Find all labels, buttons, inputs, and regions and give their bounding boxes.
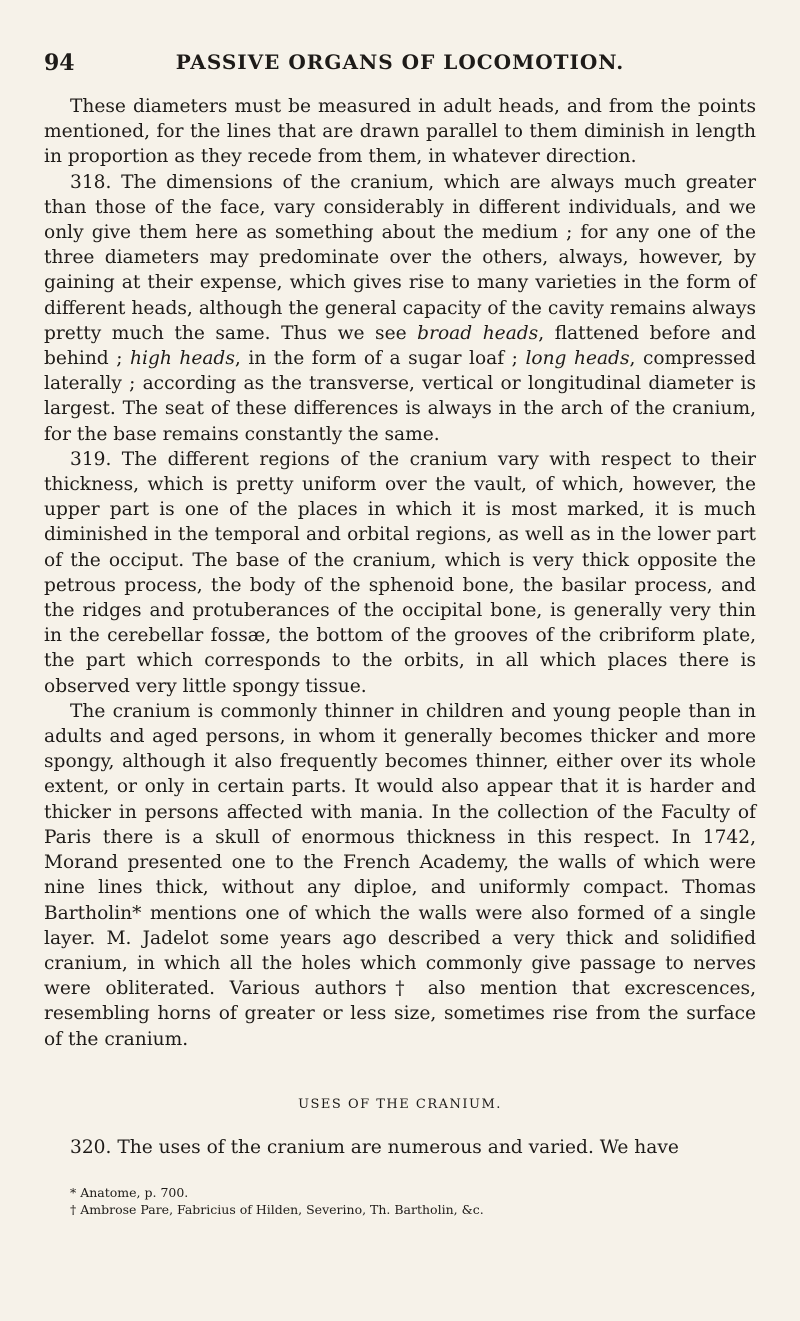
paragraph-thickness bbox=[44, 699, 756, 1052]
paragraph-text: , in the form of a sugar loaf ; bbox=[234, 348, 526, 370]
paragraph-text: These diameters must be measured in adult heads, and from the points mentioned, for the lines that are drawn parallel to them diminish in length in proportion as they recede from them, in whatever direction. bbox=[44, 96, 756, 168]
emphasis-broad-heads: broad heads bbox=[417, 322, 539, 344]
page-header bbox=[44, 50, 756, 86]
paragraph-text: The dimensions of the cranium, which are always much greater than those of the face, vary considerably in different individuals, and we only give them here as something about the medium ; for any one of the three diameters may predominate over the others, always, however, by gaining at their expense, which gives rise to many varieties in the form of different heads, although the general capacity of the cavity remains always pretty much the same. Thus we see bbox=[44, 171, 756, 344]
footnotes bbox=[44, 1184, 756, 1218]
page-number: 94 bbox=[44, 50, 75, 76]
paragraph-diameters bbox=[44, 94, 756, 170]
paragraph-number: 318. bbox=[70, 171, 112, 193]
paragraph-318 bbox=[44, 170, 756, 447]
footnote-1: * Anatome, p. 700. bbox=[70, 1185, 189, 1201]
paragraph-number: 320. bbox=[70, 1136, 112, 1158]
paragraph-text: The cranium is commonly thinner in children and young people than in adults and aged persons, in whom it generally becomes thicker and more spongy, although it also frequently becomes thinner, either over its whole extent, or only in certain parts. It would also appear that it is harder and thicker in persons affected with mania. In the collection of the Faculty of Paris there is a skull of enormous thickness in this respect. In 1742, Morand presented one to the French Academy, the walls of which were nine lines thick, without any diploe, and uniformly compact. Thomas Bartholin* mentions one of which the walls were also formed of a single layer. M. Jadelot some years ago described a very thick and solidified cranium, in which all the holes which commonly give passage to nerves were obliterated. Various authors† also mention that excrescences, resembling horns of greater or less size, sometimes rise from the surface of the cranium. bbox=[44, 700, 756, 1050]
paragraph-320 bbox=[44, 1135, 756, 1160]
paragraph-text: , compressed laterally ; according as the transverse, vertical or longitudinal diameter is largest. The seat of these differences is always in the arch of the cranium, for the base remains constantly the same. bbox=[44, 348, 756, 445]
section-heading: USES OF THE CRANIUM. bbox=[298, 1096, 502, 1112]
paragraph-text: , flattened before and behind ; bbox=[44, 322, 756, 370]
paragraph-text: The uses of the cranium are numerous and varied. We have bbox=[111, 1136, 679, 1158]
emphasis-high-heads: high heads bbox=[130, 348, 235, 370]
paragraph-number: 319. bbox=[70, 448, 112, 470]
emphasis-long-heads: long heads bbox=[525, 348, 630, 370]
paragraph-319 bbox=[44, 447, 756, 699]
paragraph-text: The different regions of the cranium vary with respect to their thickness, which is pretty uniform over the vault, of which, however, the upper part is one of the places in which it is most marked, it is much diminished in the temporal and orbital regions, as well as in the lower part of the occiput. The base of the cranium, which is very thick opposite the petrous process, the body of the sphenoid bone, the basilar process, and the ridges and protuberances of the occipital bone, is generally very thin in the cerebellar fossæ, the bottom of the grooves of the cribriform plate, the part which corresponds to the orbits, in all which places there is observed very little spongy tissue. bbox=[44, 448, 756, 697]
running-title: PASSIVE ORGANS OF LOCOMOTION. bbox=[175, 50, 625, 74]
book-page bbox=[44, 50, 756, 1218]
body-text bbox=[44, 94, 756, 1160]
footnote-2: † Ambrose Pare, Fabricius of Hilden, Severino, Th. Bartholin, &c. bbox=[70, 1202, 484, 1218]
